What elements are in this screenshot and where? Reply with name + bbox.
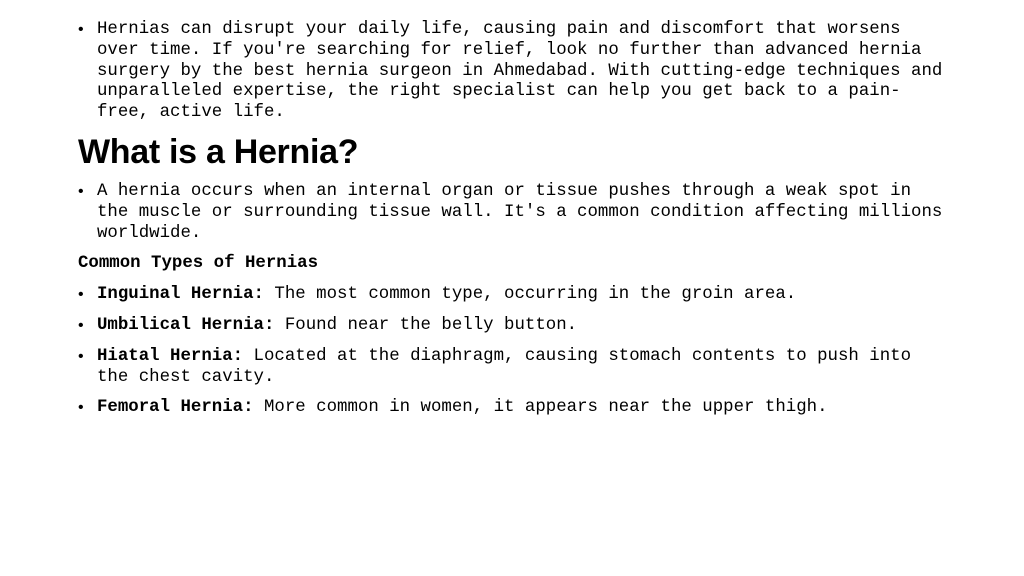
definition-paragraph xyxy=(78,182,944,244)
hernia-type-desc: Located at the diaphragm, causing stomach contents to push into the chest cavity. xyxy=(97,346,912,387)
list-item xyxy=(78,285,944,306)
bullet-icon: • xyxy=(78,399,84,417)
bullet-icon: • xyxy=(78,182,84,200)
list-item xyxy=(78,347,944,389)
list-item xyxy=(78,316,944,337)
hernia-type-desc: The most common type, occurring in the groin area. xyxy=(263,285,797,305)
definition-text: A hernia occurs when an internal organ or tissue pushes through a weak spot in the muscle or surrounding tissue wall. It's a common condition affecting millions worldwide. xyxy=(97,181,943,243)
hernia-type-desc: More common in women, it appears near the upper thigh. xyxy=(253,398,828,418)
hernia-type-term: Hiatal Hernia: xyxy=(97,346,244,366)
bullet-icon: • xyxy=(78,286,84,304)
hernia-type-desc: Found near the belly button. xyxy=(274,315,578,335)
intro-text: Hernias can disrupt your daily life, causing pain and discomfort that worsens over time. If you're searching for relief, look no further than advanced hernia surgery by the best hernia surgeon in Ahmedabad. With cutting-edge techniques and unparalleled expertise, the right specialist can help you get back to a pain-free, active life. xyxy=(97,20,943,123)
section-heading: What is a Hernia? xyxy=(78,132,359,171)
list-item xyxy=(78,398,944,419)
bullet-icon: • xyxy=(78,347,84,365)
bullet-icon: • xyxy=(78,316,84,334)
hernia-type-term: Umbilical Hernia: xyxy=(97,315,275,335)
bullet-icon: • xyxy=(78,21,84,38)
hernia-type-term: Femoral Hernia: xyxy=(97,398,254,418)
intro-paragraph xyxy=(78,20,944,124)
hernia-type-term: Inguinal Hernia: xyxy=(97,285,264,305)
types-heading: Common Types of Hernias xyxy=(78,254,319,274)
